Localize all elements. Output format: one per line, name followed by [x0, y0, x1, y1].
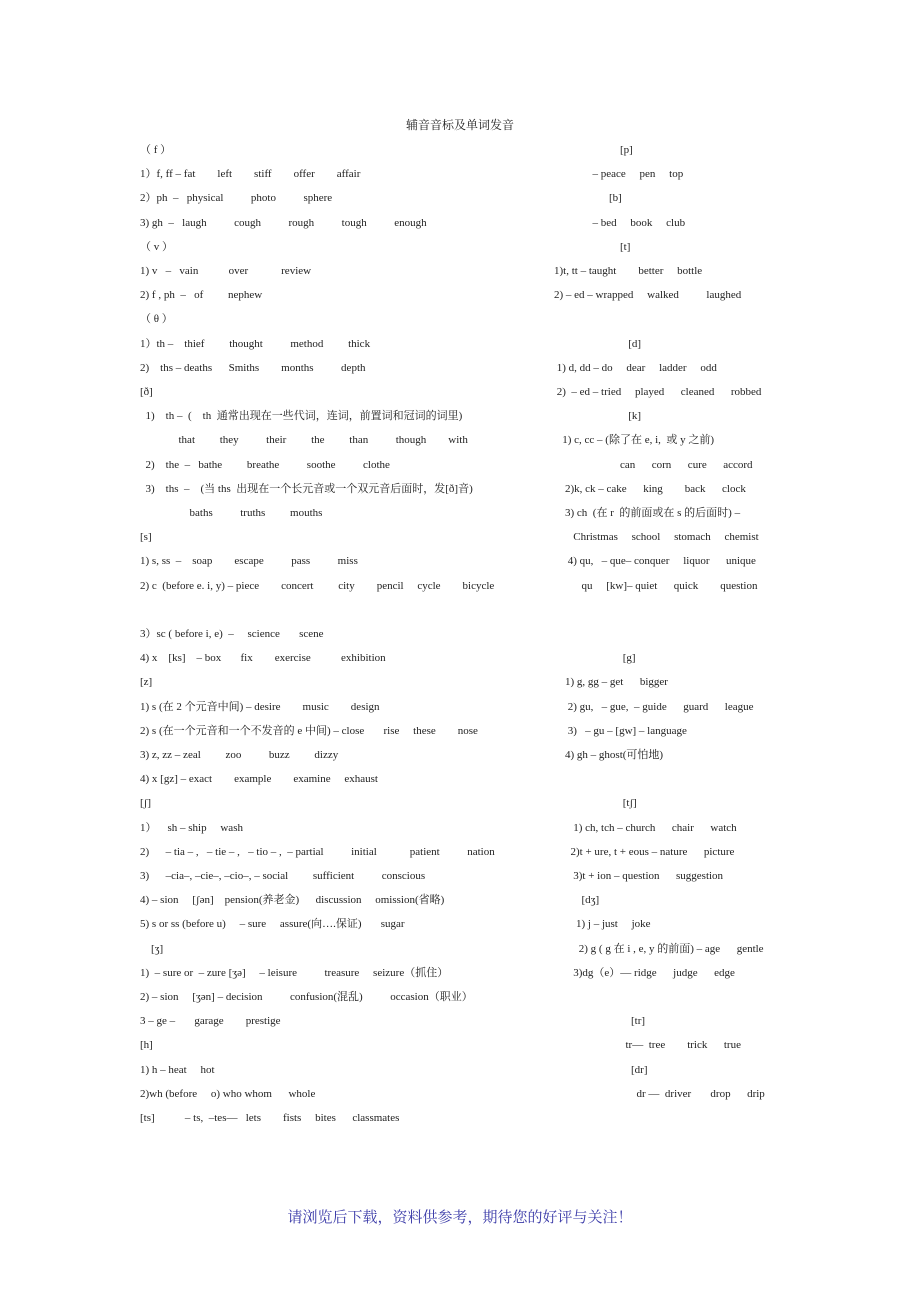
- left-text-line: 3) gh – laugh cough rough tough enough: [140, 216, 427, 229]
- right-text-line: dr — driver drop drip: [554, 1087, 765, 1100]
- right-text-line: 1) j – just joke: [554, 918, 651, 931]
- left-text-line: 2) c (before e. i, y) – piece concert city pencil cycle bicycle: [140, 579, 495, 592]
- right-text-line: qu [kw]– quiet quick question: [554, 579, 758, 592]
- footer-note: 请浏览后下载，资料供参考，期待您的好评与关注！: [287, 1210, 633, 1226]
- left-text-line: 2）ph – physical photo sphere: [140, 192, 333, 205]
- right-text-line: 2) gu, – gue, – guide guard league: [554, 700, 754, 713]
- left-text-line: [ʃ]: [140, 797, 151, 810]
- right-text-line: 4) qu, – que– conquer liquor unique: [554, 555, 756, 568]
- right-text-line: [tr]: [554, 1015, 646, 1028]
- right-text-line: – peace pen top: [554, 168, 684, 181]
- right-text-line: 2) – ed – wrapped walked laughed: [554, 289, 742, 302]
- left-text-line: （ f ）: [140, 144, 172, 156]
- left-text-line: 4) – sion [ʃən] pension(养老金) discussion omission(省略): [140, 894, 445, 907]
- left-text-line: 1) s, ss – soap escape pass miss: [140, 555, 358, 568]
- right-text-line: [dr]: [554, 1063, 648, 1076]
- right-text-line: 3)t + ion – question suggestion: [554, 870, 724, 882]
- right-text-line: 2)k, ck – cake king back clock: [554, 482, 746, 495]
- right-text-line: 2)t + ure, t + eous – nature picture: [554, 845, 735, 858]
- right-text-line: 2) – ed – tried played cleaned robbed: [554, 386, 762, 398]
- right-text-line: – bed book club: [554, 216, 686, 229]
- right-text-line: tr— tree trick true: [554, 1039, 741, 1052]
- left-text-line: 1) th – ( th 通常出现在一些代词，连词，前置词和冠词的词里): [140, 410, 463, 423]
- left-text-line: 2)wh (before o) who whom whole: [140, 1087, 316, 1100]
- right-text-line: [b]: [554, 192, 622, 205]
- left-text-line: 4) x [ks] – box fix exercise exhibition: [140, 652, 386, 665]
- left-text-line: 3) –cia–, –cie–, –cio–, – social sufficient conscious: [140, 870, 426, 882]
- right-text-line: 3)dg（e）— ridge judge edge: [554, 966, 735, 979]
- left-text-line: 2) – tia – , – tie – , – tio – , – partial initial patient nation: [140, 845, 495, 858]
- right-text-line: [d]: [554, 337, 642, 350]
- left-text-line: 2) – sion [ʒən] – decision confusion(混乱) occasion（职业）: [140, 991, 473, 1003]
- left-text-line: [ð]: [140, 386, 153, 398]
- left-text-line: [z]: [140, 676, 153, 689]
- right-text-line: [p]: [554, 144, 633, 156]
- left-text-line: 1） sh – ship wash: [140, 821, 243, 834]
- page-title: 辅音音标及单词发音: [405, 118, 514, 132]
- right-text-line: 1) c, cc – (除了在 e, i, 或 y 之前): [554, 434, 715, 447]
- left-text-line: 2) the – bathe breathe soothe clothe: [140, 458, 390, 471]
- left-text-line: 1) v – vain over review: [140, 265, 312, 277]
- right-text-line: [dʒ]: [554, 894, 600, 907]
- right-text-line: Christmas school stomach chemist: [554, 531, 759, 544]
- right-text-line: 1) d, dd – do dear ladder odd: [554, 361, 717, 374]
- left-text-line: （ v ）: [140, 240, 173, 253]
- left-text-line: （ θ ）: [140, 313, 173, 326]
- right-text-line: 1) ch, tch – church chair watch: [554, 821, 737, 834]
- left-text-line: 1) s (在 2 个元音中间) – desire music design: [140, 700, 380, 713]
- right-text-line: [k]: [554, 410, 642, 423]
- left-text-line: 4) x [gz] – exact example examine exhaust: [140, 773, 378, 786]
- right-text-line: 1)t, tt – taught better bottle: [554, 265, 703, 277]
- left-text-line: 1) – sure or – zure [ʒə] – leisure treasure seizure（抓住）: [140, 966, 449, 979]
- right-text-line: 3) – gu – [gw] – language: [554, 724, 687, 737]
- left-text-line: 3) z, zz – zeal zoo buzz dizzy: [140, 749, 339, 761]
- right-text-line: 2) g ( g 在 i , e, y 的前面) – age gentle: [554, 942, 764, 955]
- left-text-line: 3）sc ( before i, e) – science scene: [140, 628, 324, 640]
- left-text-line: 1）th – thief thought method thick: [140, 337, 371, 350]
- left-text-line: baths truths mouths: [140, 507, 323, 519]
- right-text-line: [t]: [554, 240, 631, 253]
- left-text-line: [ts] – ts, –tes— lets fists bites classmates: [140, 1112, 400, 1124]
- left-text-line: 3 – ge – garage prestige: [140, 1015, 281, 1028]
- right-text-line: 1) g, gg – get bigger: [554, 676, 668, 689]
- right-text-line: 3) ch (在 r 的前面或在 s 的后面时) –: [554, 507, 741, 519]
- right-text-line: [tʃ]: [554, 797, 637, 810]
- left-text-line: 3) ths – (当 ths 出现在一个长元音或一个双元音后面时，发[ð]音): [140, 482, 473, 495]
- right-text-line: [g]: [554, 652, 636, 665]
- right-text-line: 4) gh – ghost(可怕地): [554, 749, 664, 761]
- left-text-line: 2) ths – deaths Smiths months depth: [140, 361, 366, 374]
- left-text-line: [s]: [140, 531, 152, 544]
- left-text-line: 1) h – heat hot: [140, 1063, 215, 1076]
- left-text-line: 2) f , ph – of nephew: [140, 289, 263, 302]
- left-text-line: 5) s or ss (before u) – sure assure(向….保证) sugar: [140, 918, 405, 931]
- left-text-line: 1）f, ff – fat left stiff offer affair: [140, 168, 361, 181]
- left-text-line: [h]: [140, 1039, 153, 1052]
- left-text-line: [ʒ]: [140, 942, 164, 955]
- left-text-line: 2) s (在一个元音和一个不发音的 e 中间) – close rise these nose: [140, 724, 478, 737]
- right-text-line: can corn cure accord: [554, 458, 753, 471]
- left-text-line: that they their the than though with: [140, 434, 468, 447]
